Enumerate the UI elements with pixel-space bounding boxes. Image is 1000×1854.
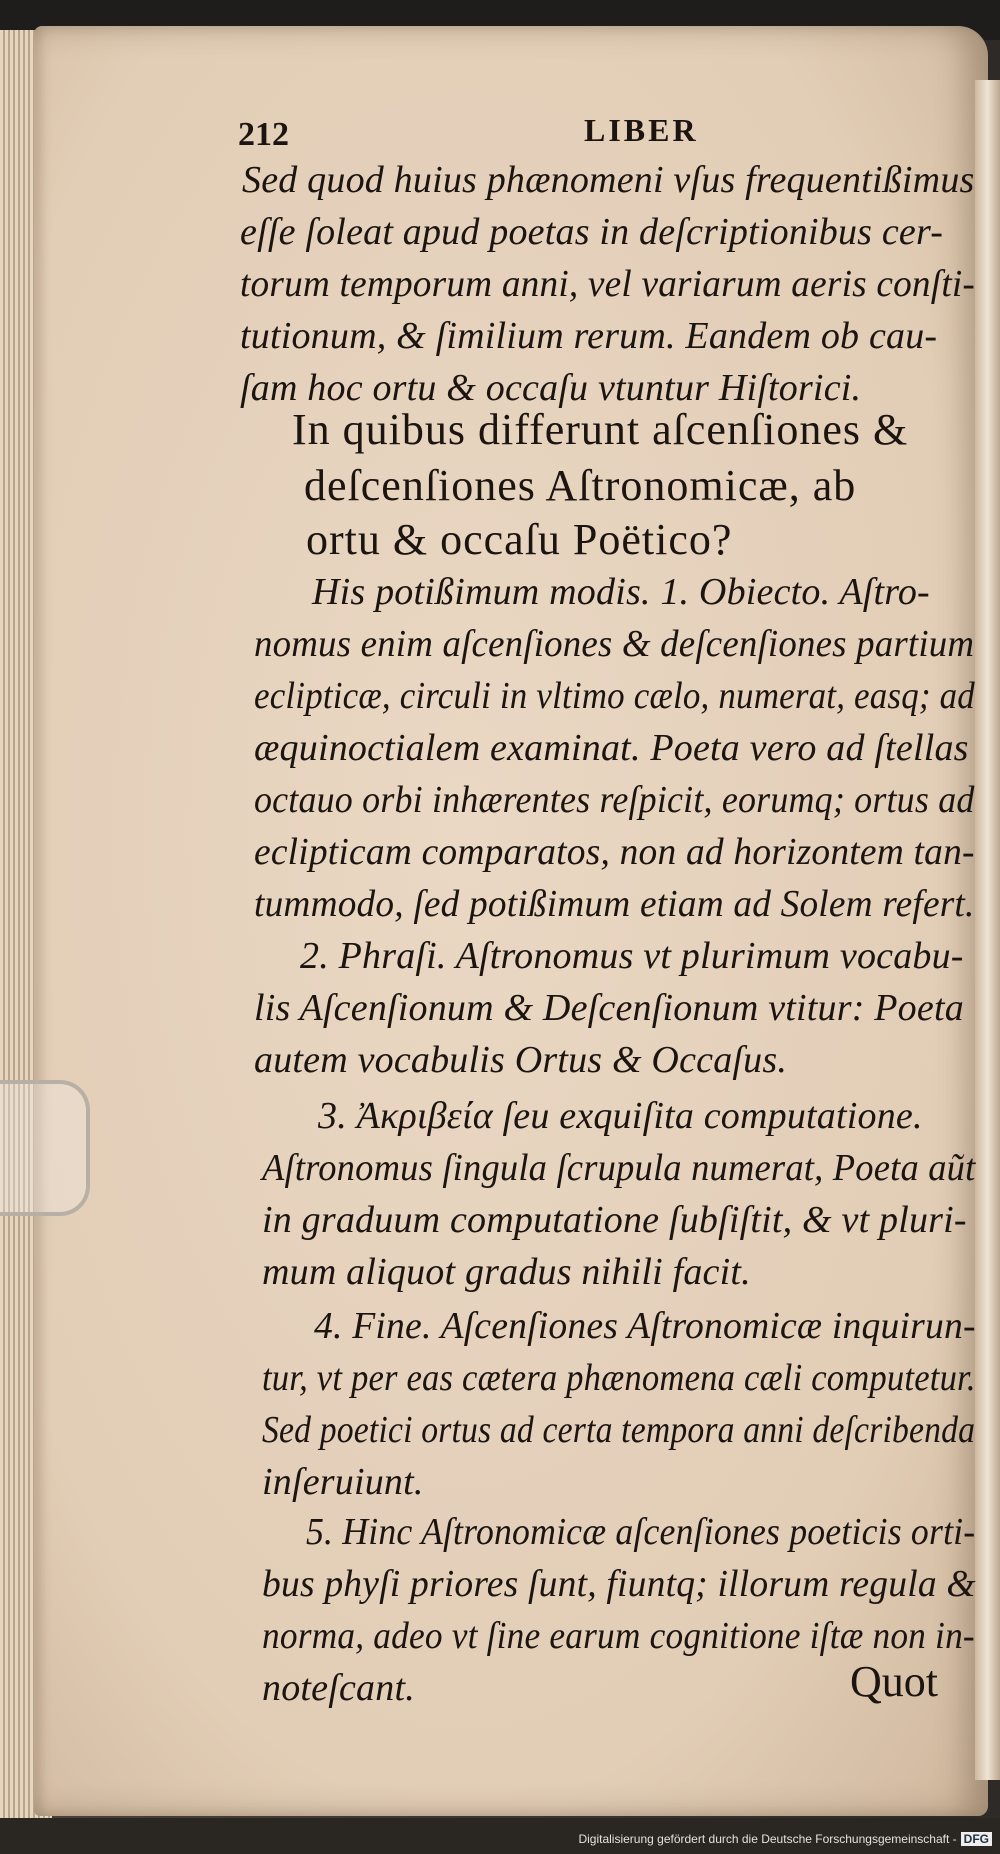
text-line: noteſcant. (262, 1667, 415, 1709)
text-line: ſam hoc ortu & occaſu vtuntur Hiſtorici. (240, 367, 862, 409)
text-line: eclipticæ, circuli in vltimo cælo, numerat, easq; ad (254, 675, 975, 717)
text-line: 3. Ἀκριβεία ſeu exquiſita computatione. (318, 1095, 923, 1137)
section-heading: deſcenſiones Aſtronomicæ, ab (304, 461, 857, 510)
text-line: norma, adeo vt ſine earum cognitione iſtæ non in- (262, 1615, 975, 1657)
text-line: mum aliquot gradus nihili facit. (262, 1251, 751, 1293)
text-line: 4. Fine. Aſcenſiones Aſtronomicæ inquirun- (314, 1305, 976, 1347)
text-line: 5. Hinc Aſtronomicæ aſcenſiones poeticis orti- (306, 1511, 976, 1553)
text-line: bus phyſi priores ſunt, fiuntq; illorum regula & (262, 1563, 976, 1605)
text-line: æquinoctialem examinat. Poeta vero ad ſtellas (254, 727, 969, 769)
text-line: Sed poetici ortus ad certa tempora anni deſcribenda (262, 1409, 976, 1451)
text-line: lis Aſcenſionum & Deſcenſionum vtitur: Poeta (254, 987, 964, 1029)
text-line: tummodo, ſed potißimum etiam ad Solem refert. (254, 883, 975, 925)
text-line: 2. Phraſi. Aſtronomus vt plurimum vocabu- (300, 935, 964, 977)
text-line: torum temporum anni, vel variarum aeris conſti- (240, 263, 976, 305)
page-edges-right (975, 80, 1000, 1780)
bookmark-clip (0, 1080, 90, 1216)
text-line: His potißimum modis. 1. Obiecto. Aſtro- (312, 571, 930, 613)
page-number: 212 (238, 116, 289, 153)
text-line: autem vocabulis Ortus & Occaſus. (254, 1039, 788, 1081)
text-line: inſeruiunt. (262, 1461, 424, 1503)
text-line: eſſe ſoleat apud poetas in deſcriptionibus cer- (240, 211, 944, 253)
text-line: tutionum, & ſimilium rerum. Eandem ob cau- (240, 315, 938, 357)
catchword: Quot (850, 1657, 938, 1706)
credit-text: Digitalisierung gefördert durch die Deutsche Forschungsgemeinschaft - (578, 1832, 957, 1846)
dfg-logo: DFG (961, 1832, 992, 1846)
text-line: nomus enim aſcenſiones & deſcenſiones partium (254, 623, 975, 665)
section-heading: ortu & occaſu Poëtico? (306, 515, 733, 564)
text-line: octauo orbi inhærentes reſpicit, eorumq; ortus ad (254, 779, 975, 821)
section-heading: In quibus differunt aſcenſiones & (292, 405, 909, 454)
text-line: Sed quod huius phænomeni vſus frequentißimus (242, 159, 975, 201)
text-line: Aſtronomus ſingula ſcrupula numerat, Poeta aũt (262, 1147, 976, 1189)
text-line: eclipticam comparatos, non ad horizontem tan- (254, 831, 975, 873)
digitization-credit (578, 1832, 992, 1846)
running-head: LIBER (584, 112, 699, 148)
text-line: tur, vt per eas cætera phænomena cæli computetur. (262, 1357, 976, 1399)
text-line: in graduum computatione ſubſiſtit, & vt pluri- (262, 1199, 967, 1241)
